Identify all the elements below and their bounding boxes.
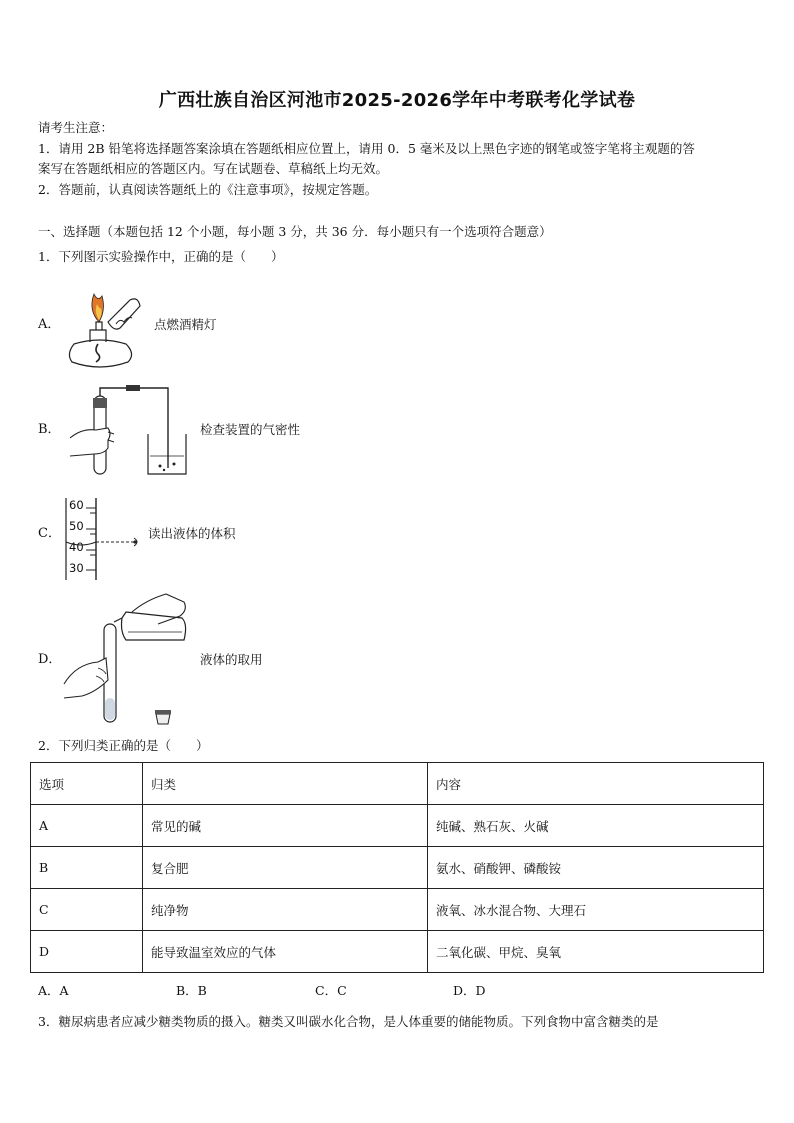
classification-table	[30, 762, 764, 973]
q1-option-a-letter: A．	[38, 317, 61, 332]
section-heading: 一、选择题（本题包括 12 个小题，每小题 3 分，共 36 分．每小题只有一个选项符合题意）	[38, 224, 552, 239]
q1-option-c-letter: C．	[38, 526, 61, 541]
q2-answer-b: B．B	[176, 983, 207, 998]
table-header-cell: 选项	[31, 763, 143, 805]
table-row	[31, 931, 764, 973]
q1-option-c-caption: 读出液体的体积	[148, 526, 236, 541]
table-cell: 常见的碱	[143, 805, 428, 847]
table-header-cell: 内容	[428, 763, 764, 805]
notice-item-1-line-1: 1．请用 2B 铅笔将选择题答案涂填在答题纸相应位置上，请用 0．5 毫米及以上黑色字迹的钢笔或签字笔将主观题的答	[38, 141, 695, 156]
cylinder-tick-30: 30	[69, 561, 84, 575]
cylinder-tick-60: 60	[69, 498, 84, 512]
notice-item-1-line-2: 案写在答题纸相应的答题区内。写在试题卷、草稿纸上均无效。	[38, 161, 389, 176]
cylinder-tick-40: 40	[69, 540, 84, 554]
table-cell: C	[31, 889, 143, 931]
table-cell: 二氧化碳、甲烷、臭氧	[428, 931, 764, 973]
table-cell: 纯净物	[143, 889, 428, 931]
q2-answer-d: D．D	[453, 983, 486, 998]
q3-stem: 3．糖尿病患者应减少糖类物质的摄入。糖类又叫碳水化合物，是人体重要的储能物质。下列食物中富含糖类的是	[38, 1014, 659, 1029]
airtightness-check-figure	[64, 384, 204, 478]
table-header-cell: 归类	[143, 763, 428, 805]
table-cell: B	[31, 847, 143, 889]
q1-option-b-letter: B．	[38, 422, 61, 437]
q1-option-b-caption: 检查装置的气密性	[200, 422, 301, 437]
q2-answer-a: A．A	[38, 983, 69, 998]
table-row	[31, 847, 764, 889]
table-row	[31, 805, 764, 847]
q1-option-d-letter: D．	[38, 652, 62, 667]
table-cell: 液氧、冰水混合物、大理石	[428, 889, 764, 931]
q1-option-d-caption: 液体的取用	[200, 652, 263, 667]
q2-answer-c: C．C	[315, 983, 347, 998]
table-cell: 氨水、硝酸钾、磷酸铵	[428, 847, 764, 889]
table-row	[31, 889, 764, 931]
liquid-pouring-figure	[62, 588, 192, 730]
graduated-cylinder-figure	[64, 498, 148, 582]
alcohol-lamp-figure	[60, 282, 150, 372]
q1-option-a-caption: 点燃酒精灯	[154, 317, 217, 332]
table-cell: A	[31, 805, 143, 847]
table-cell: 复合肥	[143, 847, 428, 889]
table-cell: 能导致温室效应的气体	[143, 931, 428, 973]
table-header-row	[31, 763, 764, 805]
page-title: 广西壮族自治区河池市2025-2026学年中考联考化学试卷	[158, 90, 636, 111]
table-cell: 纯碱、熟石灰、火碱	[428, 805, 764, 847]
cylinder-tick-50: 50	[69, 519, 84, 533]
q2-stem: 2．下列归类正确的是（ ）	[38, 738, 209, 753]
table-cell: D	[31, 931, 143, 973]
notice-item-2: 2．答题前，认真阅读答题纸上的《注意事项》，按规定答题。	[38, 182, 378, 197]
q1-stem: 1．下列图示实验操作中，正确的是（ ）	[38, 249, 284, 264]
notice-heading: 请考生注意：	[38, 120, 114, 135]
